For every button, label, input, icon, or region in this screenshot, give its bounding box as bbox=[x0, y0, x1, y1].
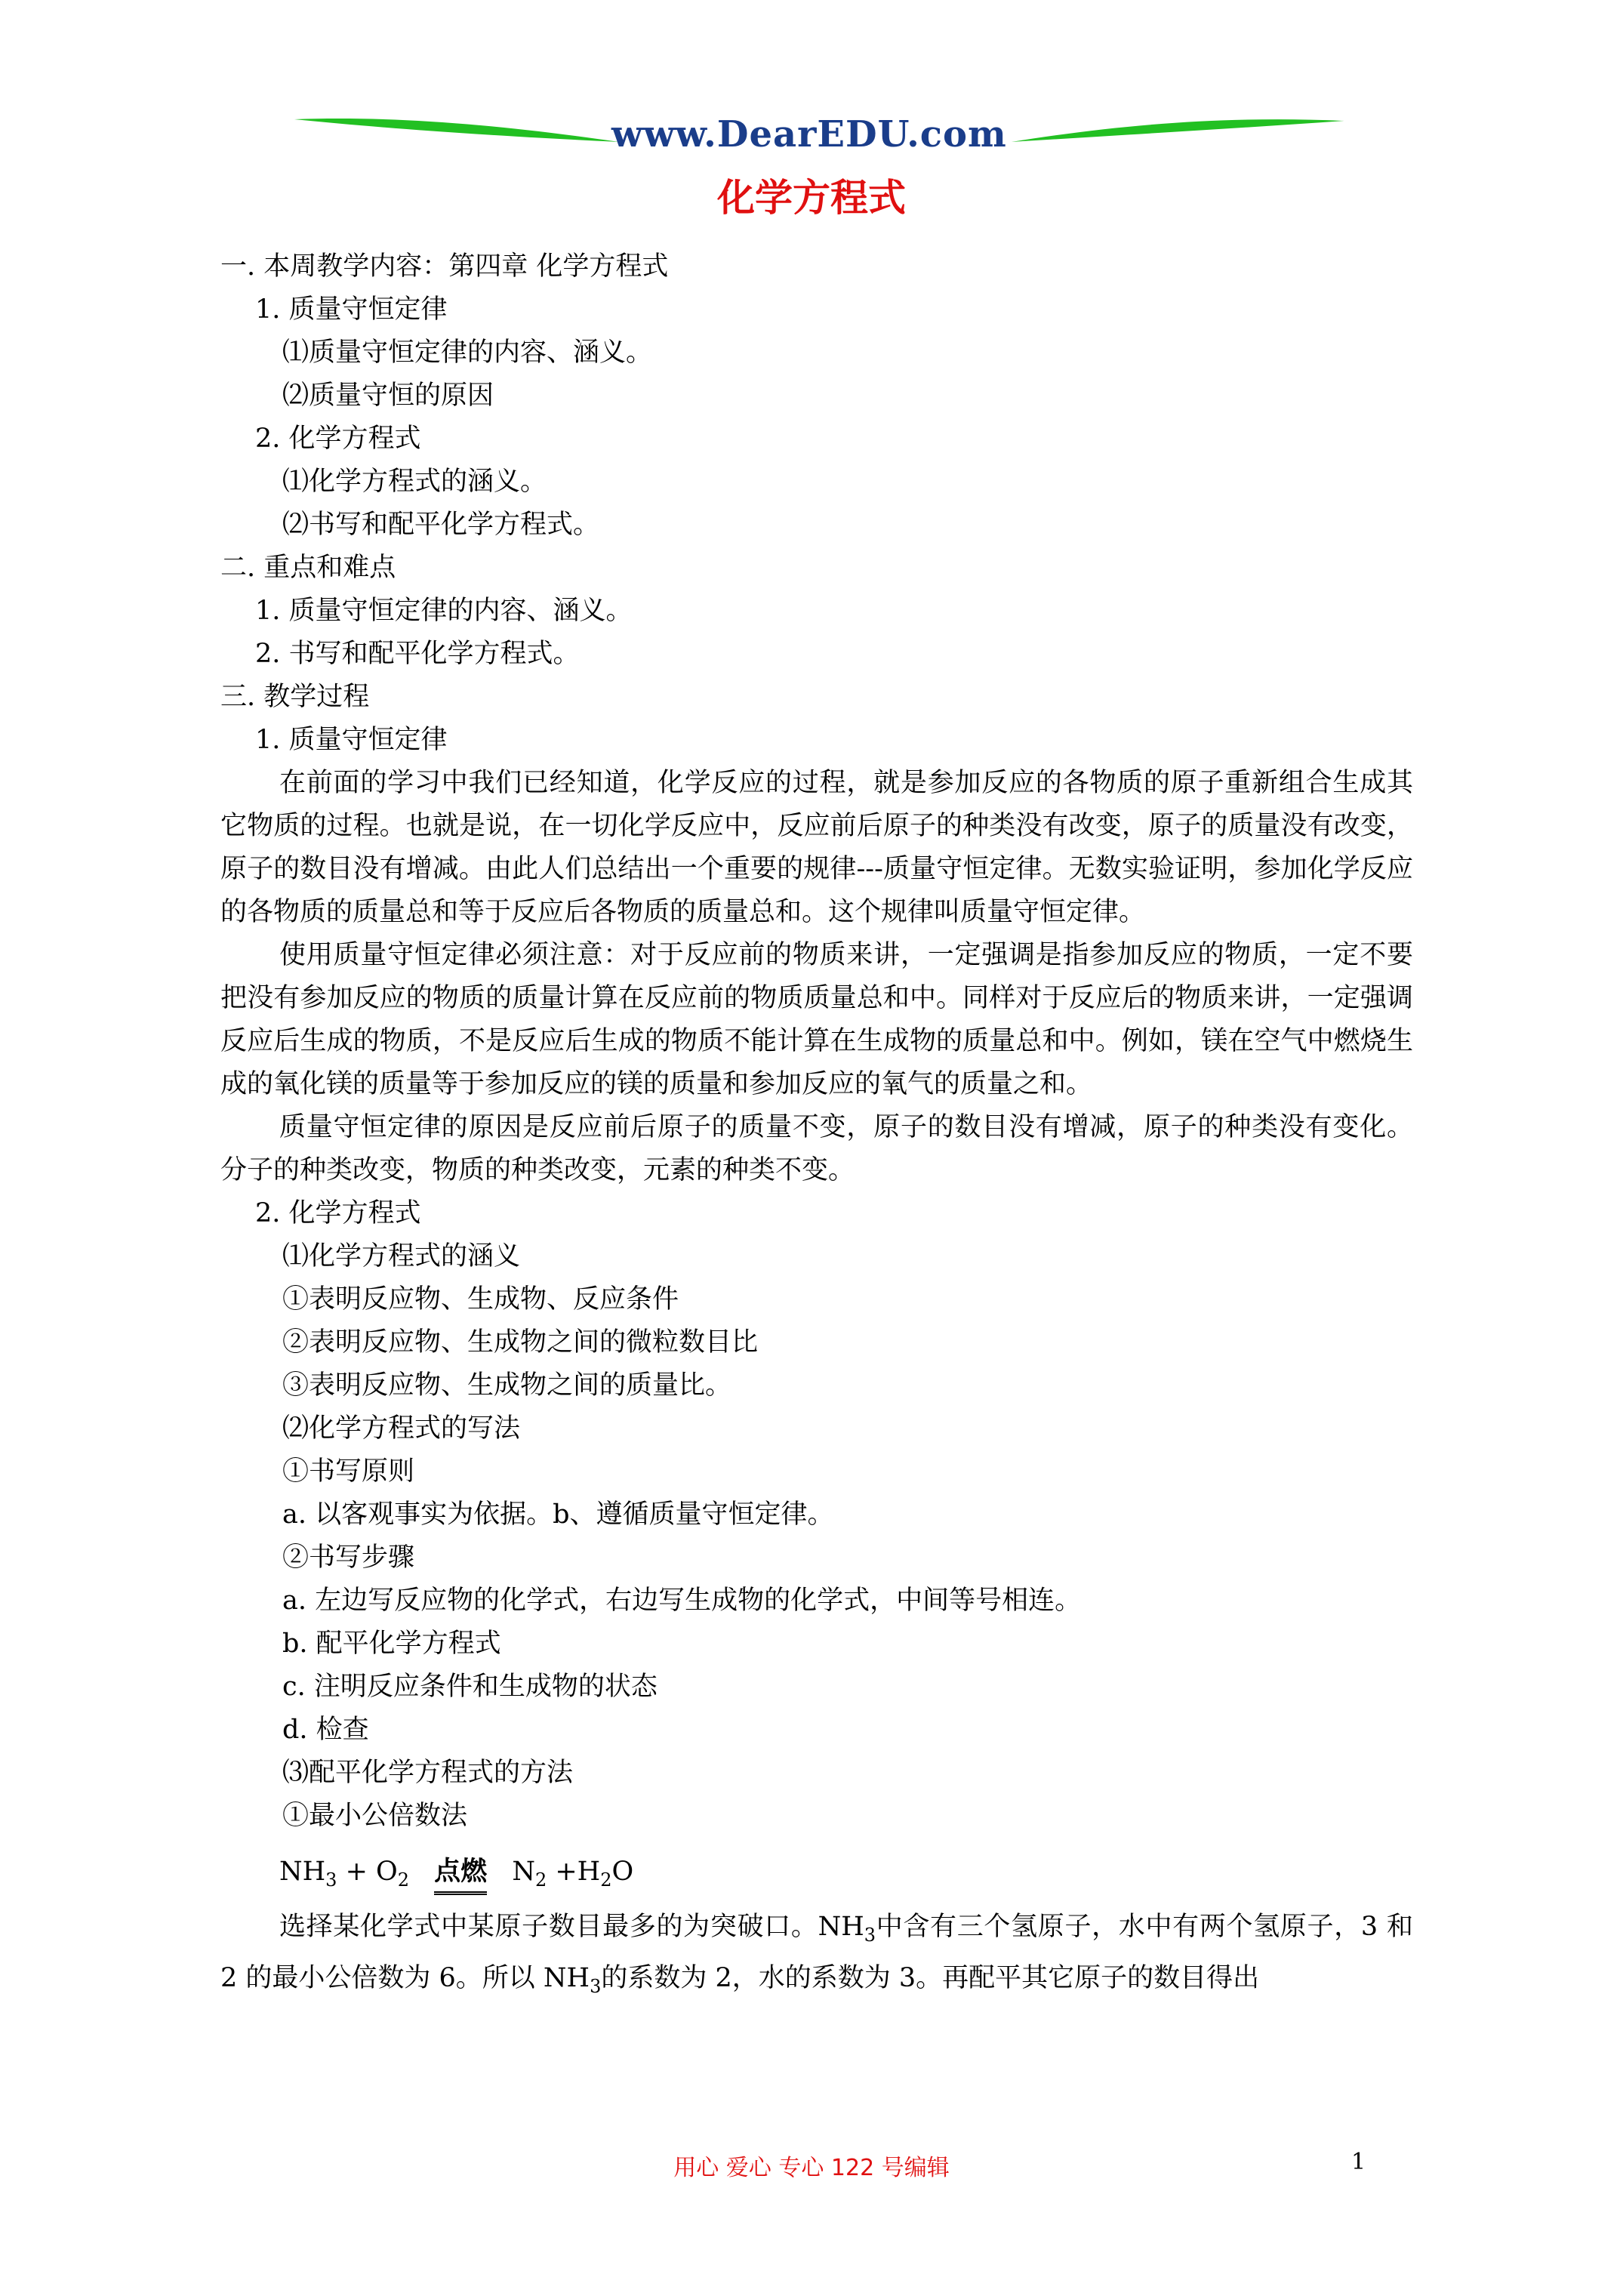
list-item: c. 注明反应条件和生成物的状态 bbox=[282, 1672, 658, 1702]
list-item: ①最小公倍数法 bbox=[282, 1801, 468, 1831]
document-body bbox=[220, 245, 1413, 2008]
outline-item: 1. 质量守恒定律 bbox=[255, 725, 448, 755]
outline-subitem: ⑵质量守恒的原因 bbox=[282, 381, 494, 411]
outline-item: 2. 书写和配平化学方程式。 bbox=[255, 639, 580, 669]
paragraph: 质量守恒定律的原因是反应前后原子的质量不变，原子的数目没有增减，原子的种类没有变化。分子的种类改变，物质的种类改变，元素的种类不变。 bbox=[220, 1112, 1413, 1185]
list-item: ⑶配平化学方程式的方法 bbox=[282, 1758, 574, 1788]
chemical-equation bbox=[220, 1838, 1413, 1906]
outline-heading: 一. 本周教学内容：第四章 化学方程式 bbox=[220, 251, 669, 282]
outline-subitem: ⑴化学方程式的涵义。 bbox=[282, 467, 547, 497]
page-footer bbox=[0, 2149, 1623, 2179]
footer-text: 用心 爱心 专心 122 号编辑 bbox=[673, 2155, 950, 2181]
product-h2o: $+H_2O$ bbox=[555, 1857, 634, 1891]
reactant-nh3: $NH_3$ bbox=[279, 1857, 337, 1891]
outline-heading: 二. 重点和难点 bbox=[220, 553, 396, 583]
list-item: b. 配平化学方程式 bbox=[282, 1629, 501, 1659]
paragraph: 使用质量守恒定律必须注意：对于反应前的物质来讲，一定强调是指参加反应的物质，一定不要把没有参加反应的物质的质量计算在反应前的物质质量总和中。同样对于反应后的物质来讲，一定强调反应后生成的物质，不是反应后生成的物质不能计算在生成物的质量总和中。例如，镁在空气中燃烧生成的氧化镁的质量等于参加反应的镁的质量和参加反应的氧气的质量之和。 bbox=[220, 940, 1413, 1099]
list-item: ①表明反应物、生成物、反应条件 bbox=[282, 1284, 679, 1314]
outline-item: 1. 质量守恒定律 bbox=[255, 294, 448, 325]
list-item: ⑵化学方程式的写法 bbox=[282, 1413, 521, 1444]
outline-item: 1. 质量守恒定律的内容、涵义。 bbox=[255, 596, 633, 626]
section-heading: 2. 化学方程式 bbox=[255, 1198, 421, 1228]
outline-heading: 三. 教学过程 bbox=[220, 682, 370, 712]
paragraph: 在前面的学习中我们已经知道，化学反应的过程，就是参加反应的各物质的原子重新组合生成其它物质的过程。也就是说，在一切化学反应中，反应前后原子的种类没有改变，原子的质量没有改变，原子的数目没有增减。由此人们总结出一个重要的规律---质量守恒定律。无数实验证明，参加化学反应的各物质的质量总和等于反应后各物质的质量总和。这个规律叫质量守恒定律。 bbox=[220, 768, 1413, 927]
outline-subitem: ⑵书写和配平化学方程式。 bbox=[282, 510, 600, 540]
outline-subitem: ⑴质量守恒定律的内容、涵义。 bbox=[282, 337, 653, 368]
list-item: a. 左边写反应物的化学式，右边写生成物的化学式，中间等号相连。 bbox=[282, 1586, 1082, 1616]
site-header bbox=[0, 106, 1623, 174]
reaction-condition: 点燃 bbox=[434, 1838, 487, 1906]
outline-item: 2. 化学方程式 bbox=[255, 424, 421, 454]
list-item: ⑴化学方程式的涵义 bbox=[282, 1241, 521, 1271]
site-logo[interactable]: www.DearEDU.com bbox=[611, 113, 1007, 156]
list-item: d. 检查 bbox=[282, 1715, 369, 1745]
product-n2: $N_2$ bbox=[512, 1857, 547, 1891]
list-item: a. 以客观事实为依据。b、遵循质量守恒定律。 bbox=[282, 1499, 834, 1530]
reactant-o2: + $O_2$ bbox=[345, 1857, 410, 1891]
right-swoosh-icon bbox=[1012, 106, 1344, 151]
list-item: ②书写步骤 bbox=[282, 1542, 415, 1573]
list-item: ②表明反应物、生成物之间的微粒数目比 bbox=[282, 1327, 759, 1358]
list-item: ③表明反应物、生成物之间的质量比。 bbox=[282, 1370, 732, 1401]
page-title: 化学方程式 bbox=[717, 176, 906, 220]
left-swoosh-icon bbox=[294, 106, 619, 151]
page-number: 1 bbox=[1351, 2149, 1366, 2175]
paragraph: 选择某化学式中某原子数目最多的为突破口。$NH_3$中含有三个氢原子，水中有两个氢原子，3 和 2 的最小公倍数为 6。所以 $NH_3$的系数为 2，水的系数为 3。再配平其它原子的数目得出 bbox=[220, 1912, 1413, 1997]
list-item: ①书写原则 bbox=[282, 1456, 415, 1487]
